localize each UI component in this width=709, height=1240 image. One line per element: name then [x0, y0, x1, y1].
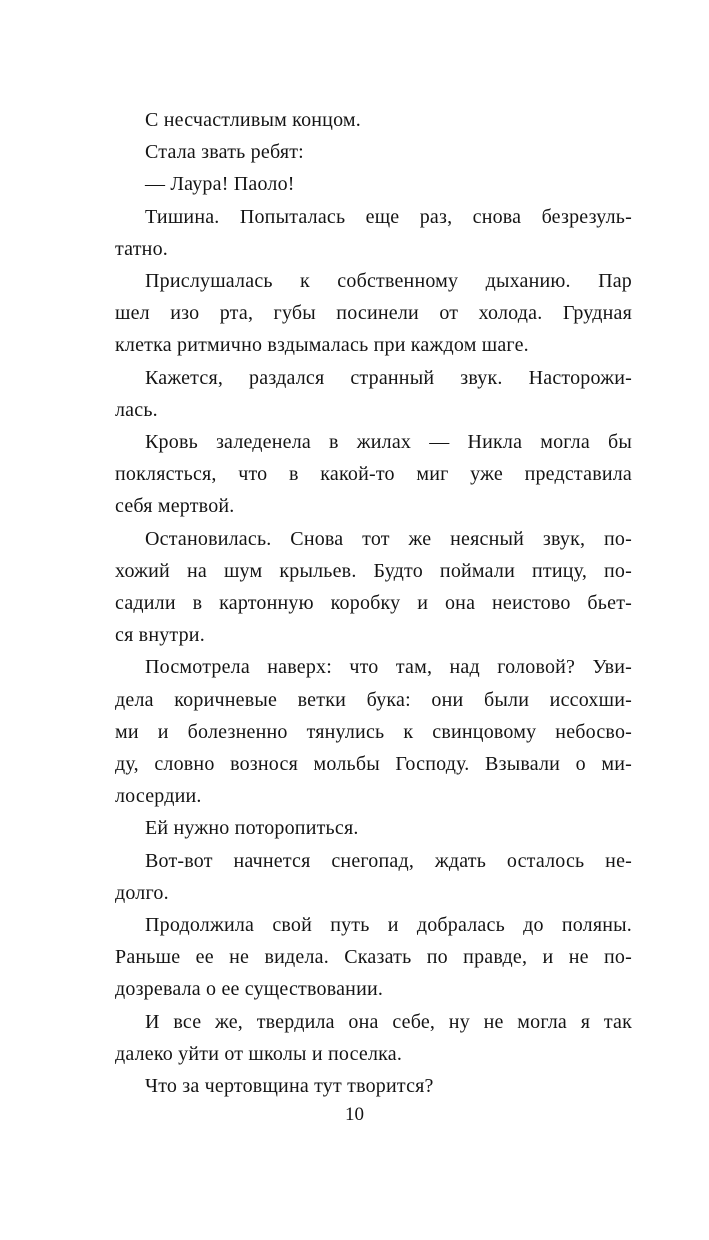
paragraph	[115, 1070, 632, 1102]
text-line: — Лаура! Паоло!	[145, 173, 295, 196]
text-block	[115, 104, 632, 1102]
text-line: долго.	[115, 881, 169, 904]
text-line: шел изо рта, губы посинели от холода. Грудная	[115, 302, 632, 325]
paragraph	[115, 909, 632, 1006]
text-line: Остановилась. Снова тот же неясный звук, по-	[145, 527, 632, 550]
paragraph	[115, 201, 632, 265]
paragraph	[115, 523, 632, 652]
text-line: Кажется, раздался странный звук. Насторожи-	[145, 366, 632, 389]
paragraph	[115, 426, 632, 523]
text-line: ду, словно вознося мольбы Господу. Взывали о ми-	[115, 753, 632, 776]
text-line: ми и болезненно тянулись к свинцовому небосво-	[115, 720, 632, 743]
text-line: Раньше ее не видела. Сказать по правде, и не по-	[115, 946, 632, 969]
text-line: татно.	[115, 237, 168, 260]
text-line: Тишина. Попыталась еще раз, снова безрезуль-	[145, 205, 632, 228]
text-line: Кровь заледенела в жилах — Никла могла бы	[145, 431, 632, 454]
text-line: хожий на шум крыльев. Будто поймали птицу, по-	[115, 559, 632, 582]
text-line: садили в картонную коробку и она неистово бьет-	[115, 592, 632, 615]
text-line: дела коричневые ветки бука: они были иссохши-	[115, 688, 632, 711]
text-line: Ей нужно поторопиться.	[145, 817, 359, 840]
text-line: ся внутри.	[115, 624, 205, 647]
text-line: Вот-вот начнется снегопад, ждать осталось не-	[145, 849, 632, 872]
paragraph	[115, 362, 632, 426]
text-line: Стала звать ребят:	[145, 141, 304, 164]
text-line: лосердии.	[115, 785, 202, 808]
paragraph	[115, 265, 632, 362]
text-line: далеко уйти от школы и поселка.	[115, 1042, 403, 1065]
text-line: Посмотрела наверх: что там, над головой? Уви-	[145, 656, 632, 679]
text-line: И все же, твердила она себе, ну не могла я так	[145, 1010, 632, 1033]
paragraph	[115, 104, 632, 136]
text-line: клетка ритмично вздымалась при каждом шаге.	[115, 334, 529, 357]
paragraph	[115, 812, 632, 844]
page-number: 10	[345, 1104, 364, 1125]
text-line: Прислушалась к собственному дыханию. Пар	[145, 270, 632, 293]
text-line: дозревала о ее существовании.	[115, 978, 384, 1001]
text-line: лась.	[115, 398, 158, 421]
paragraph	[115, 1006, 632, 1070]
text-line: Продолжила свой путь и добралась до поляны.	[145, 914, 632, 937]
text-line: поклясться, что в какой-то миг уже представила	[115, 463, 632, 486]
paragraph	[115, 845, 632, 909]
paragraph	[115, 168, 632, 200]
text-line: С несчастливым концом.	[145, 109, 361, 131]
paragraph	[115, 651, 632, 812]
paragraph	[115, 136, 632, 168]
text-line: Что за чертовщина тут творится?	[145, 1075, 434, 1098]
text-line: себя мертвой.	[115, 495, 235, 518]
